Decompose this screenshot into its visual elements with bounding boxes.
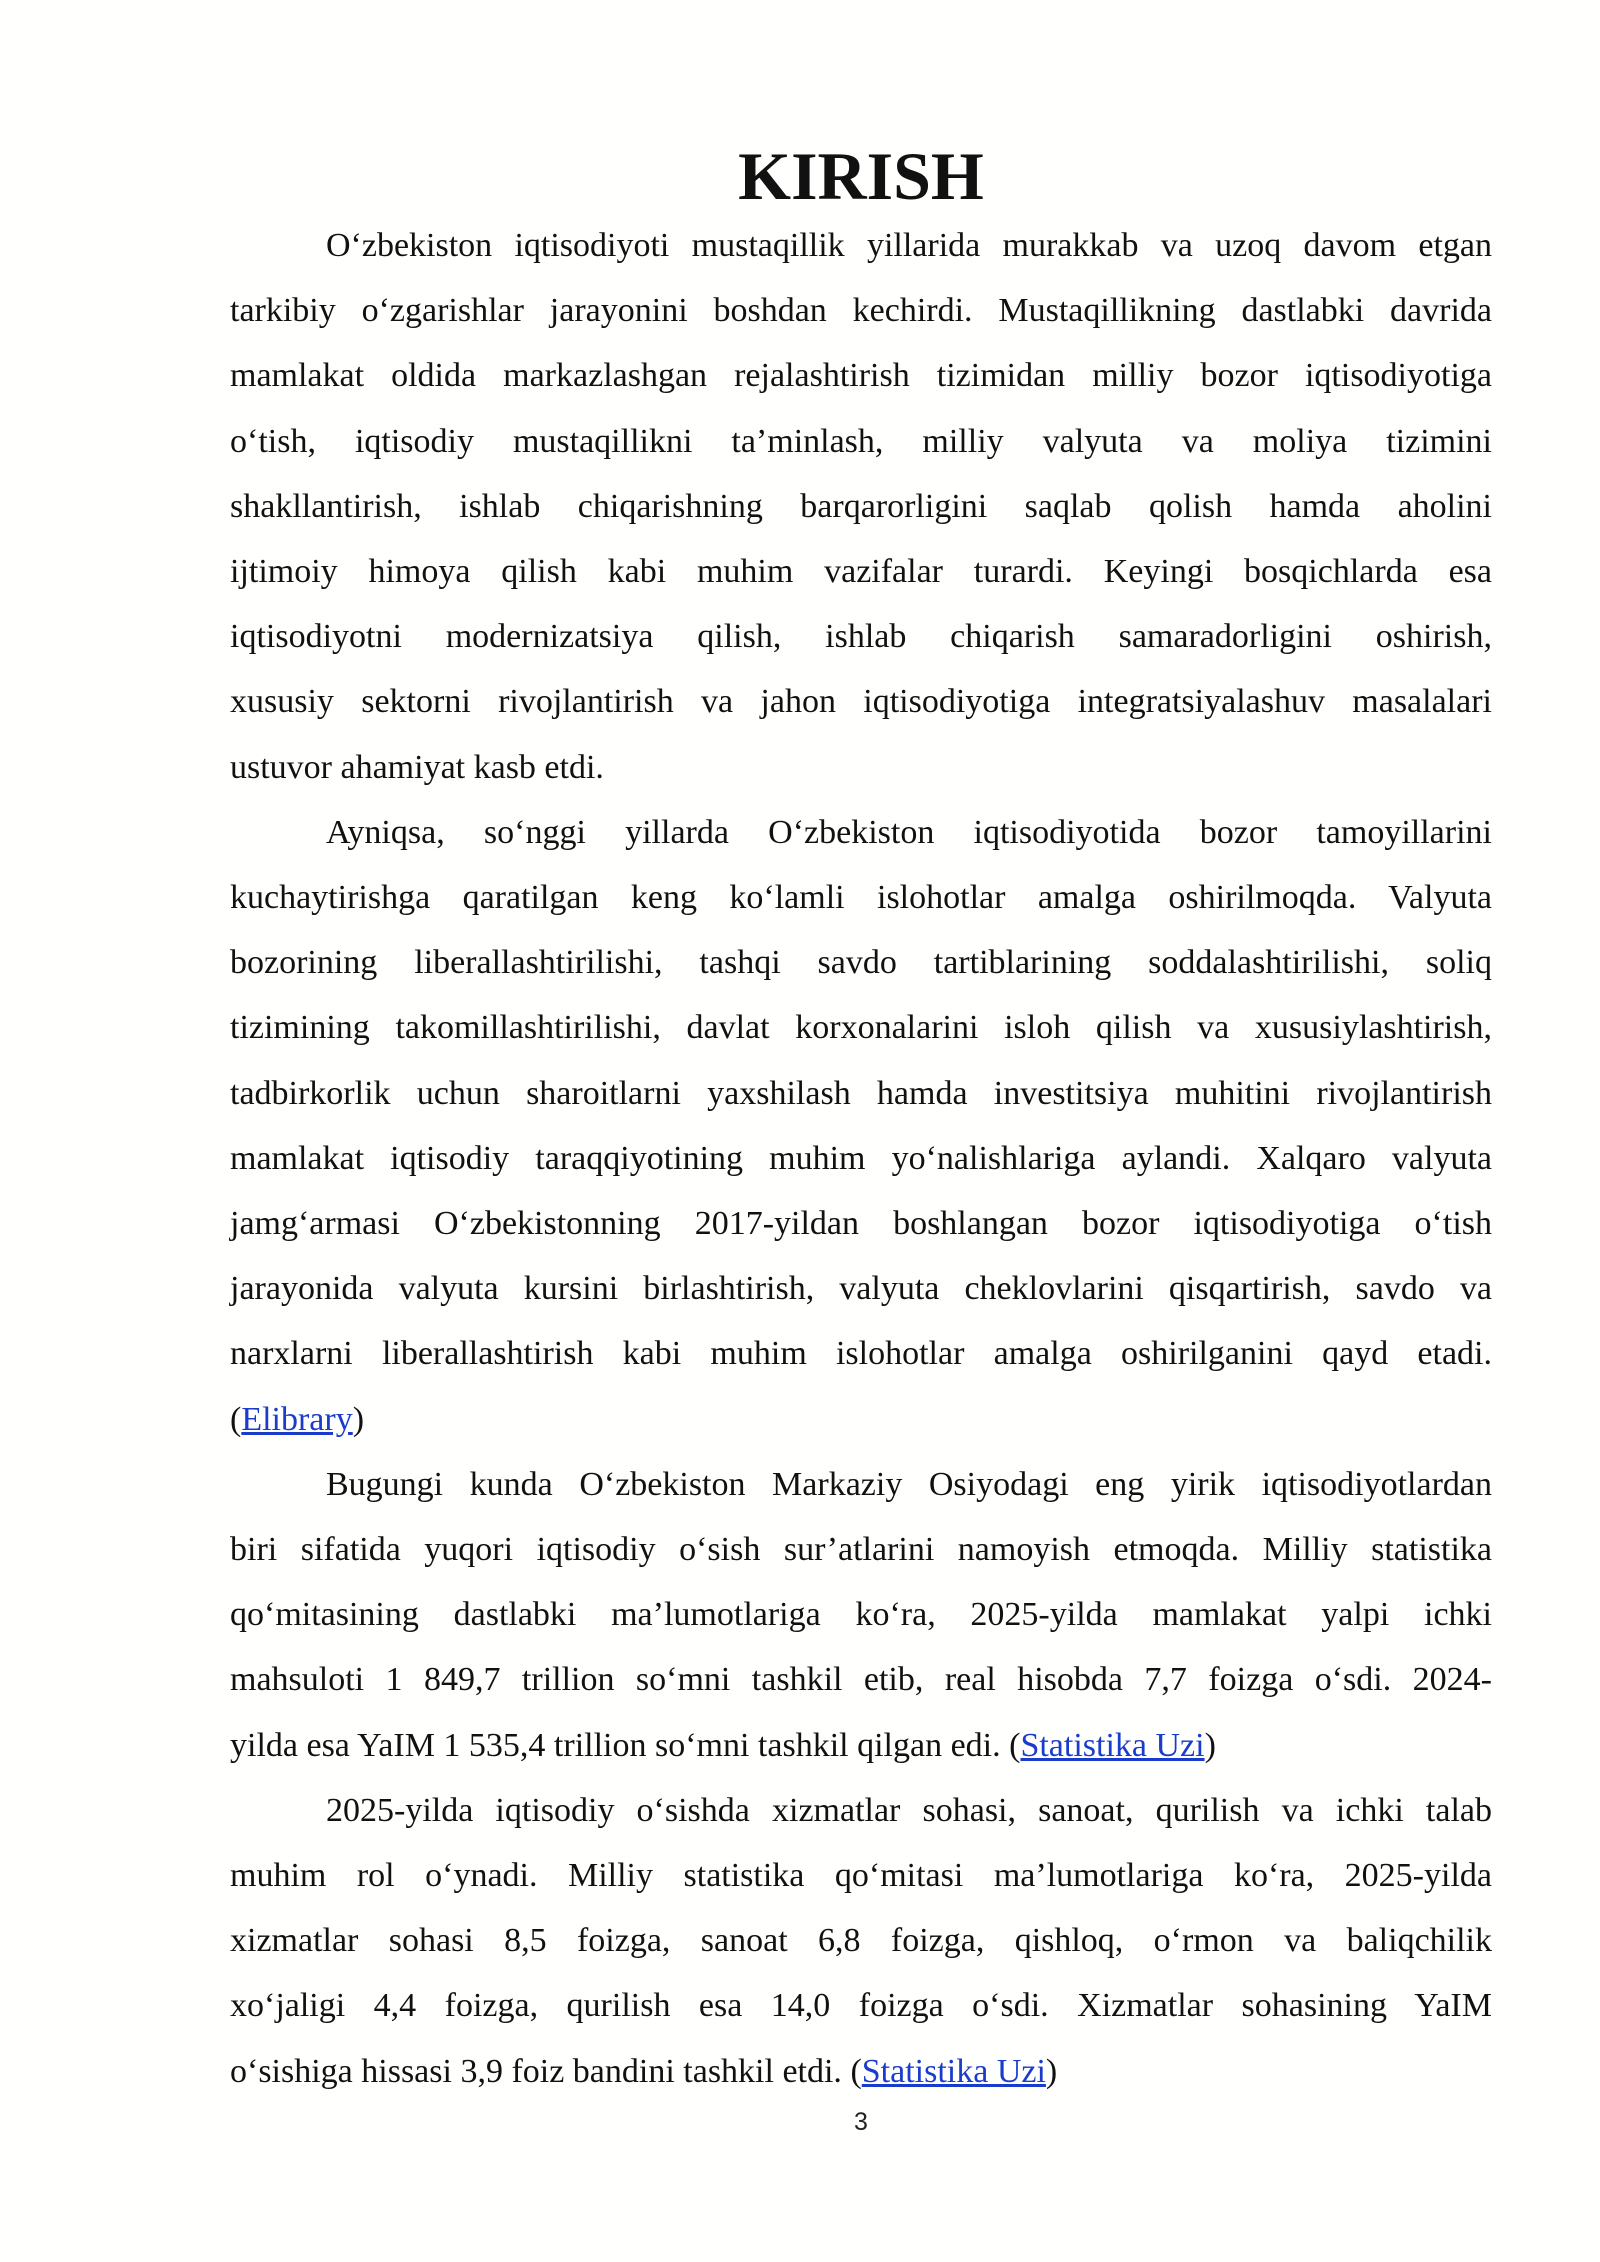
text-line: mamlakat iqtisodiy taraqqiyotining muhim yo‘nalishlariga aylandi. Xalqaro valyuta: [230, 1139, 1492, 1177]
source-link-elibrary[interactable]: Elibrary: [241, 1400, 353, 1438]
text-line: qo‘mitasining dastlabki ma’lumotlariga ko‘ra, 2025-yilda mamlakat yalpi ichki: [230, 1596, 1492, 1634]
text-line: [230, 2039, 1492, 2104]
text-line: xususiy sektorni rivojlantirish va jahon iqtisodiyotiga integratsiyalashuv masalalari: [230, 683, 1492, 721]
text-line: mamlakat oldida markazlashgan rejalashtirish tizimidan milliy bozor iqtisodiyotiga: [230, 357, 1492, 395]
text-line: jamg‘armasi O‘zbekistonning 2017-yildan boshlangan bozor iqtisodiyotiga o‘tish: [230, 1205, 1492, 1243]
page-number: 3: [854, 2108, 868, 2136]
text-line: xizmatlar sohasi 8,5 foizga, sanoat 6,8 foizga, qishloq, o‘rmon va baliqchilik: [230, 1922, 1492, 1960]
paragraph-1: [230, 213, 1492, 800]
page-content: [230, 138, 1492, 2104]
citation-paren-close: ): [352, 1400, 365, 1438]
citation-paren-close: ): [1045, 2052, 1058, 2090]
citation-paren-open: (: [1009, 1726, 1021, 1764]
text-line: ustuvor ahamiyat kasb etdi.: [230, 748, 604, 786]
text-line: narxlarni liberallashtirish kabi muhim islohotlar amalga oshirilganini qayd etadi.: [230, 1335, 1492, 1373]
text-line: Bugungi kunda O‘zbekiston Markaziy Osiyodagi eng yirik iqtisodiyotlardan: [326, 1465, 1492, 1503]
paragraph-4: [230, 1778, 1492, 2104]
text-line: tarkibiy o‘zgarishlar jarayonini boshdan kechirdi. Mustaqillikning dastlabki davrida: [230, 292, 1492, 330]
text-line: kuchaytirishga qaratilgan keng ko‘lamli islohotlar amalga oshirilmoqda. Valyuta: [230, 879, 1492, 917]
text-line: tadbirkorlik uchun sharoitlarni yaxshilash hamda investitsiya muhitini rivojlantirish: [230, 1074, 1492, 1112]
section-heading: KIRISH: [738, 138, 984, 214]
paragraph-2: [230, 800, 1492, 1452]
text-line: mahsuloti 1 849,7 trillion so‘mni tashkil etib, real hisobda 7,7 foizga o‘sdi. 2024-: [230, 1661, 1492, 1699]
text-line-content: o‘sishiga hissasi 3,9 foiz bandini tashkil etdi.: [230, 2052, 842, 2090]
text-line-content: yilda esa YaIM 1 535,4 trillion so‘mni tashkil qilgan edi.: [230, 1726, 1001, 1764]
text-line: ijtimoiy himoya qilish kabi muhim vazifalar turardi. Keyingi bosqichlarda esa: [230, 553, 1492, 591]
text-line: xo‘jaligi 4,4 foizga, qurilish esa 14,0 foizga o‘sdi. Xizmatlar sohasining YaIM: [230, 1987, 1492, 2025]
text-line: jarayonida valyuta kursini birlashtirish, valyuta cheklovlarini qisqartirish, savdo va: [230, 1270, 1492, 1308]
text-line: O‘zbekiston iqtisodiyoti mustaqillik yillarida murakkab va uzoq davom etgan: [326, 227, 1492, 264]
text-line: shakllantirish, ishlab chiqarishning barqarorligini saqlab qolish hamda aholini: [230, 487, 1492, 525]
text-line: tizimining takomillashtirilishi, davlat korxonalarini isloh qilish va xususiylashtirish,: [230, 1009, 1492, 1047]
paragraph-3: [230, 1452, 1492, 1778]
citation-paren-open: (: [850, 2052, 862, 2090]
source-link-statistika-uzi[interactable]: Statistika Uzi: [861, 2052, 1046, 2090]
text-line: [230, 1713, 1492, 1778]
text-line: iqtisodiyotni modernizatsiya qilish, ishlab chiqarish samaradorligini oshirish,: [230, 618, 1492, 656]
text-line: Ayniqsa, so‘nggi yillarda O‘zbekiston iqtisodiyotida bozor tamoyillarini: [326, 813, 1492, 851]
text-line: bozorining liberallashtirilishi, tashqi savdo tartiblarining soddalashtirilishi, soliq: [230, 944, 1492, 982]
text-line: o‘tish, iqtisodiy mustaqillikni ta’minlash, milliy valyuta va moliya tizimini: [230, 422, 1492, 460]
source-link-statistika-uzi[interactable]: Statistika Uzi: [1020, 1726, 1205, 1764]
citation-paren-close: ): [1204, 1726, 1216, 1764]
text-line: 2025-yilda iqtisodiy o‘sishda xizmatlar sohasi, sanoat, qurilish va ichki talab: [326, 1791, 1492, 1829]
text-line: biri sifatida yuqori iqtisodiy o‘sish sur’atlarini namoyish etmoqda. Milliy statistika: [230, 1531, 1492, 1569]
citation-paren-open: (: [230, 1400, 242, 1438]
source-citation: [230, 1387, 1492, 1452]
text-line: muhim rol o‘ynadi. Milliy statistika qo‘mitasi ma’lumotlariga ko‘ra, 2025-yilda: [230, 1857, 1492, 1895]
